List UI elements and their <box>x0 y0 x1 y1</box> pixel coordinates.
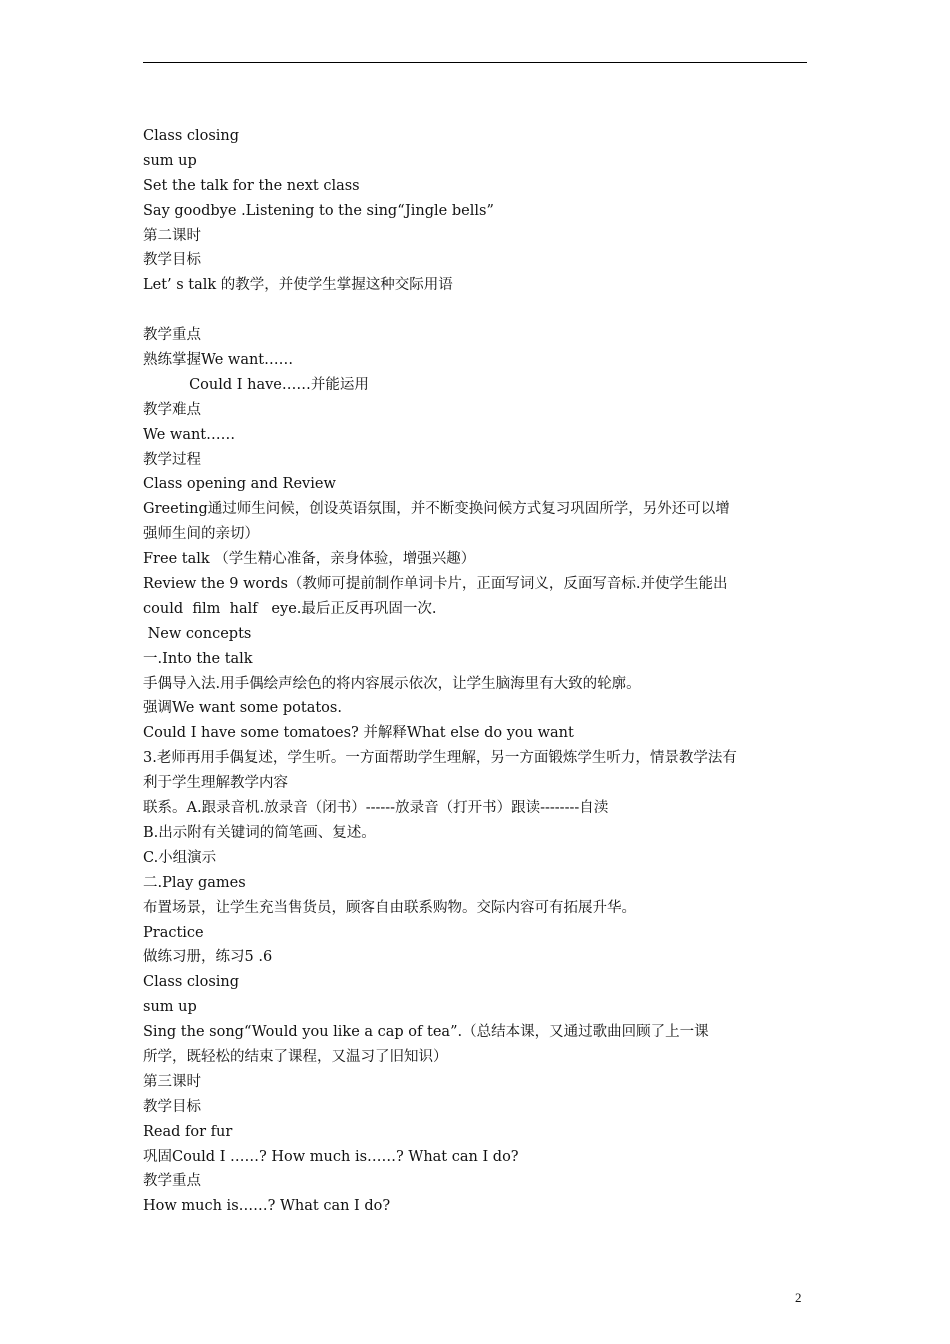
text-line: 巩固Could I ……? How much is……? What can I do? <box>143 1148 519 1165</box>
text-line: Say goodbye .Listening to the sing“Jingle bells” <box>143 202 494 219</box>
text-line: B.出示附有关键词的简笔画、复述。 <box>143 824 376 841</box>
document-body <box>143 124 809 1219</box>
text-line: 联系。A.跟录音机.放录音（闭书）------放录音（打开书）跟读--------自渎 <box>143 800 609 817</box>
text-line: Practice <box>143 924 204 941</box>
text-line: 所学，既轻松的结束了课程，又温习了旧知识） <box>143 1048 448 1065</box>
text-line: Sing the song“Would you like a cap of tea”.（总结本课，又通过歌曲回顾了上一课 <box>143 1024 709 1041</box>
text-line: Class closing <box>143 128 240 144</box>
text-line <box>143 298 809 323</box>
text-line: 做练习册，练习5 .6 <box>143 949 273 966</box>
text-line: sum up <box>143 152 197 169</box>
text-line: 布置场景，让学生充当售货员，顾客自由联系购物。交际内容可有拓展升华。 <box>143 899 636 916</box>
text-line: could film half eye.最后正反再巩固一次. <box>143 600 437 617</box>
text-line: 强师生间的亲切） <box>143 526 259 543</box>
text-line: Could I have some tomatoes? 并解释What else do you want <box>143 725 574 742</box>
text-line: 第三课时 <box>143 1073 201 1090</box>
header-rule <box>143 62 807 63</box>
text-line: 教学目标 <box>143 1098 201 1115</box>
text-line: We want…… <box>143 426 236 443</box>
text-line: 手偶导入法.用手偶绘声绘色的将内容展示依次，让学生脑海里有大致的轮廓。 <box>143 675 641 692</box>
text-line: 利于学生理解教学内容 <box>143 775 288 792</box>
text-line: 教学目标 <box>143 252 201 269</box>
text-line: Set the talk for the next class <box>143 177 360 194</box>
text-line: Class closing <box>143 974 240 991</box>
text-line: 二.Play games <box>143 874 246 891</box>
text-line: How much is……? What can I do? <box>143 1198 391 1215</box>
text-line: New concepts <box>143 625 252 642</box>
text-line: C.小组演示 <box>143 849 217 866</box>
text-line: 3.老师再用手偶复述，学生听。一方面帮助学生理解，另一方面锻炼学生听力，情景教学法有 <box>143 750 737 767</box>
text-line: Let’ s talk 的教学，并使学生掌握这种交际用语 <box>143 277 453 294</box>
text-line: Could I have……并能运用 <box>143 376 369 393</box>
text-line: 熟练掌握We want…… <box>143 352 294 369</box>
text-line: 一.Into the talk <box>143 650 253 667</box>
text-line: 强调We want some potatos. <box>143 700 342 717</box>
text-line: 第二课时 <box>143 227 201 244</box>
text-line: 教学难点 <box>143 401 201 418</box>
text-line: Greeting通过师生问候，创设英语氛围，并不断变换问候方式复习巩固所学，另外还可以增 <box>143 501 730 518</box>
text-line: Free talk （学生精心准备，亲身体验，增强兴趣） <box>143 551 476 568</box>
text-line: Read for fur <box>143 1123 233 1140</box>
text-line: Review the 9 words（教师可提前制作单词卡片，正面写词义，反面写音标.并使学生能出 <box>143 576 728 593</box>
text-line: 教学重点 <box>143 1173 201 1190</box>
text-line: Class opening and Review <box>143 476 336 493</box>
text-line: 教学过程 <box>143 451 201 468</box>
text-line: sum up <box>143 999 197 1016</box>
page-number: 2 <box>795 1290 802 1305</box>
text-line: 教学重点 <box>143 327 201 344</box>
